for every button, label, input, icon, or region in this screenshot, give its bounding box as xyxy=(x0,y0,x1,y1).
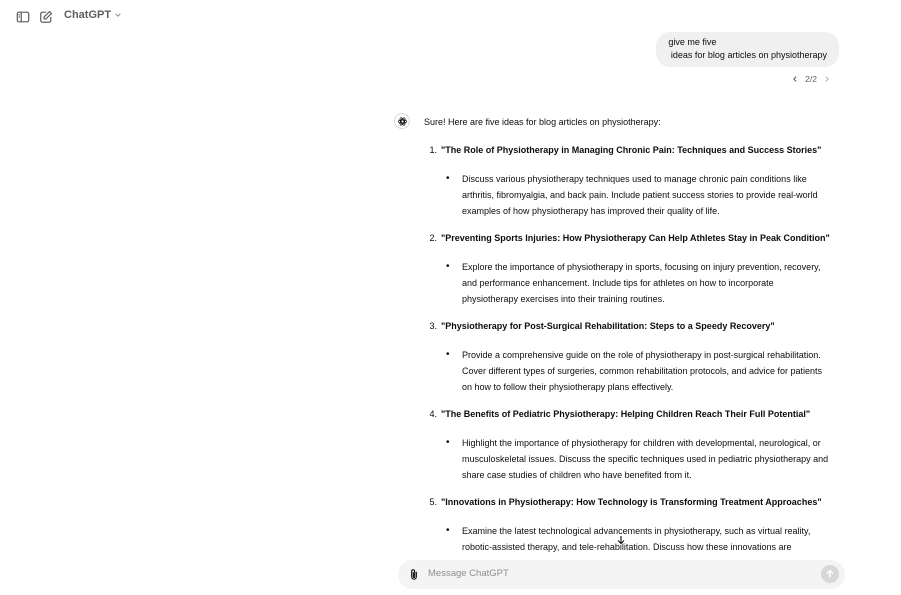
item-title: "Physiotherapy for Post-Surgical Rehabilitation: Steps to a Speedy Recovery" xyxy=(441,321,775,331)
message-composer xyxy=(398,560,845,589)
list-item xyxy=(424,408,810,421)
item-description xyxy=(462,523,842,555)
new-chat-icon[interactable] xyxy=(37,8,55,26)
description-line: musculoskeletal issues. Discuss the specific techniques used in pediatric physiotherapy and xyxy=(462,454,829,464)
list-number: 3. xyxy=(429,321,437,331)
send-button[interactable] xyxy=(821,565,839,583)
list-item xyxy=(424,320,775,333)
item-description xyxy=(462,259,842,307)
message-input[interactable] xyxy=(428,568,808,579)
scroll-down-button[interactable] xyxy=(614,533,628,547)
description-line: • Explore the importance of physiotherapy in sports, focusing on injury prevention, recovery, xyxy=(462,262,821,272)
assistant-avatar xyxy=(394,113,410,129)
list-number: 2. xyxy=(429,233,437,243)
pager-label: 2/2 xyxy=(805,74,817,84)
item-title: "The Benefits of Pediatric Physiotherapy: Helping Children Reach Their Full Potential" xyxy=(441,409,811,419)
description-line: physiotherapy exercises into their training routines. xyxy=(462,294,665,304)
sidebar-toggle-icon[interactable] xyxy=(14,8,32,26)
list-item xyxy=(424,232,830,245)
item-title: "Innovations in Physiotherapy: How Technology is Transforming Treatment Approaches" xyxy=(441,497,822,507)
item-title: "Preventing Sports Injuries: How Physiotherapy Can Help Athletes Stay in Peak Condition" xyxy=(441,233,830,243)
paperclip-icon[interactable] xyxy=(408,568,420,581)
description-line: and performance enhancement. Include tips for athletes on how to incorporate xyxy=(462,278,774,288)
list-number: 1. xyxy=(429,145,437,155)
description-line: robotic-assisted therapy, and tele-rehabilitation. Discuss how these innovations are xyxy=(462,542,792,552)
description-line: • Highlight the importance of physiotherapy for children with developmental, neurological, or xyxy=(462,438,821,448)
item-description xyxy=(462,171,842,219)
assistant-message xyxy=(424,116,844,552)
list-number: 5. xyxy=(429,497,437,507)
description-line: • Examine the latest technological advancements in physiotherapy, such as virtual reality, xyxy=(462,526,811,536)
response-pager xyxy=(791,74,831,84)
arrow-down-icon xyxy=(616,535,626,545)
description-line: share case studies of children who have benefited from it. xyxy=(462,470,692,480)
next-response-icon[interactable] xyxy=(823,75,831,83)
model-name: ChatGPT xyxy=(64,9,112,21)
item-description xyxy=(462,435,842,483)
previous-response-icon[interactable] xyxy=(791,75,799,83)
description-line: examples of how physiotherapy has improved their quality of life. xyxy=(462,206,720,216)
item-description xyxy=(462,347,842,395)
list-item xyxy=(424,496,822,509)
list-number: 4. xyxy=(429,409,437,419)
description-line: Cover different types of surgeries, common rehabilitation protocols, and advice for patients xyxy=(462,366,823,376)
chevron-down-icon xyxy=(114,11,122,19)
model-selector[interactable] xyxy=(64,9,122,21)
user-message: give me five ideas for blog articles on physiotherapy xyxy=(656,32,839,67)
item-title: "The Role of Physiotherapy in Managing Chronic Pain: Techniques and Success Stories" xyxy=(441,145,822,155)
arrow-up-icon xyxy=(825,569,835,579)
assistant-intro: Sure! Here are five ideas for blog articles on physiotherapy: xyxy=(424,117,661,127)
description-line: • Discuss various physiotherapy techniques used to manage chronic pain conditions like xyxy=(462,174,807,184)
openai-logo-icon xyxy=(397,116,408,127)
list-item xyxy=(424,144,821,157)
description-line: on how to follow their physiotherapy plans effectively. xyxy=(462,382,674,392)
description-line: • Provide a comprehensive guide on the role of physiotherapy in post-surgical rehabilitation. xyxy=(462,350,821,360)
description-line: arthritis, fibromyalgia, and back pain. Include patient success stories to provide real-world xyxy=(462,190,818,200)
top-bar xyxy=(0,0,901,34)
